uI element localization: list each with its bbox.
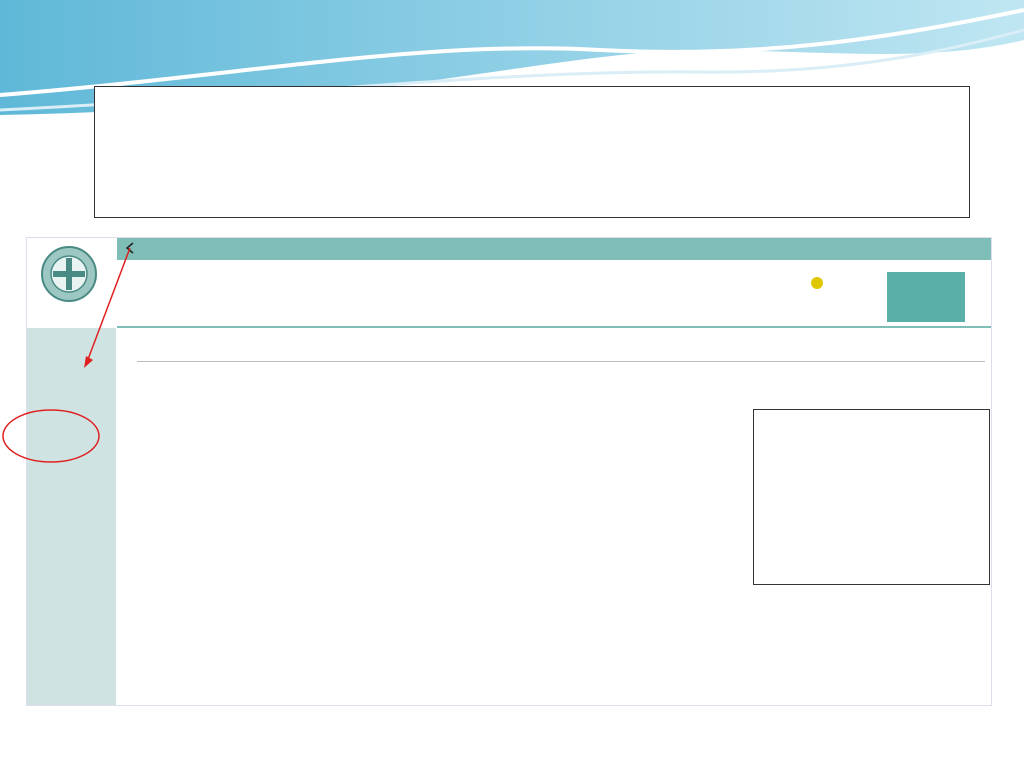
callout-box xyxy=(94,86,970,218)
top-bar xyxy=(117,238,991,260)
state-seal-icon xyxy=(39,244,99,304)
cte-badge xyxy=(887,272,965,322)
back-arrow-icon[interactable] xyxy=(125,242,135,254)
divider xyxy=(137,361,985,362)
core-indicators-callout xyxy=(753,409,990,585)
help-icon[interactable] xyxy=(811,277,823,289)
sidebar-nav xyxy=(27,328,116,705)
header-user xyxy=(757,274,877,292)
page-header xyxy=(117,264,991,328)
